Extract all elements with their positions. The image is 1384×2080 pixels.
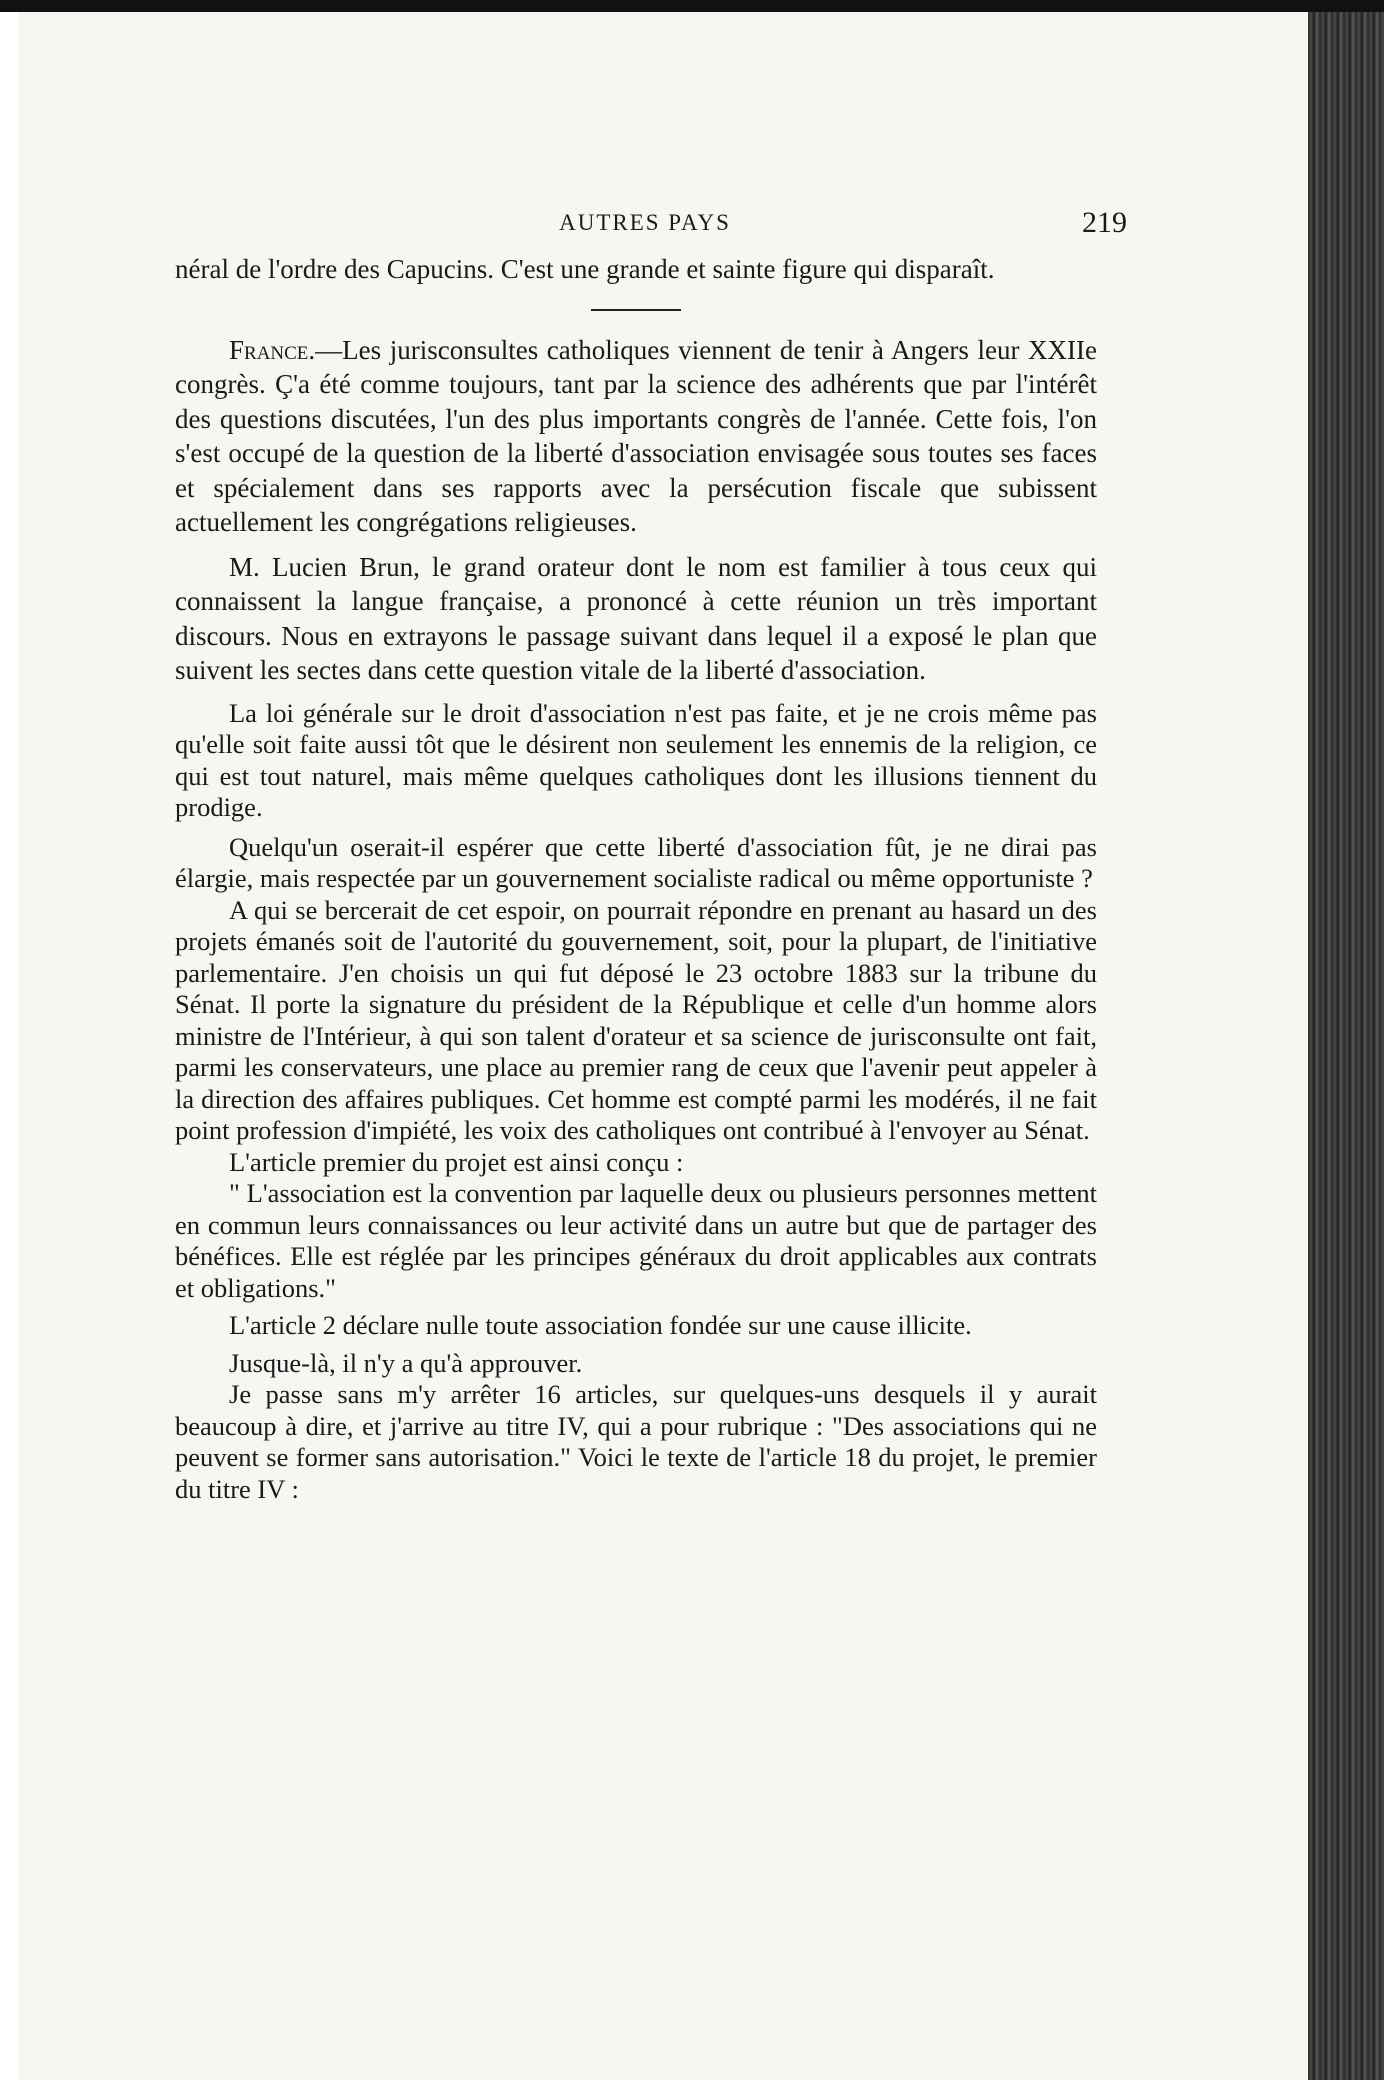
- paragraph-france-text: —Les jurisconsultes catholiques viennent de tenir à Angers leur XXIIe congrès. Ç'a été comme toujours, tant par la science des adhérents que par l'intérêt des questions discutées, l'un des plus importants congrès de l'année. Cette fois, l'on s'est occupé de la question de la liberté d'association envisagée sous toutes ses faces et spécialement dans ses rapports avec la persécution fiscale que subissent actuellement les congrégations religieuses.: [175, 334, 1097, 537]
- quoted-speech: [175, 698, 1097, 1506]
- quote-paragraph-2: Quelqu'un oserait-il espérer que cette liberté d'association fût, je ne dirai pas élargie, mais respectée par un gouvernement socialiste radical ou même opportuniste ?: [175, 831, 1097, 893]
- quote-title-iv: Je passe sans m'y arrêter 16 articles, sur quelques-uns desquels il y aurait beaucoup à dire, et j'arrive au titre IV, qui a pour rubrique : "Des associations qui ne peuvent se former sans autorisation." Voici le texte de l'article 18 du projet, le premier du titre IV :: [175, 1379, 1097, 1504]
- paragraph-france: [175, 333, 1097, 540]
- running-head: AUTRES PAYS: [559, 210, 731, 235]
- section-divider: [591, 309, 681, 311]
- paragraph-continuation: néral de l'ordre des Capucins. C'est une grande et sainte figure qui disparaît.: [175, 254, 995, 284]
- page-number: 219: [1082, 206, 1127, 239]
- quote-paragraph-1: La loi générale sur le droit d'association n'est pas faite, et je ne crois même pas qu'elle soit faite aussi tôt que le désirent non seulement les ennemis de la religion, ce qui est tout naturel, mais même quelques catholiques dont les illusions tiennent du prodige.: [175, 697, 1097, 822]
- quote-paragraph-4: L'article premier du projet est ainsi conçu :: [229, 1146, 684, 1177]
- paragraph-lucien-brun: M. Lucien Brun, le grand orateur dont le nom est familier à tous ceux qui connaissent la langue française, a prononcé à cette réunion un très important discours. Nous en extrayons le passage suivant dans lequel il a exposé le plan que suivent les sectes dans cette question vitale de la liberté d'association.: [175, 551, 1097, 685]
- scan-top-edge: [0, 0, 1384, 12]
- quote-article-1: " L'association est la convention par laquelle deux ou plusieurs personnes mettent en commun leurs connaissances ou leur activité dans un autre but que de partager des bénéfices. Elle est réglée par les principes généraux du droit applicables aux contrats et obligations.": [175, 1178, 1097, 1303]
- section-lead-france: France.: [229, 334, 316, 365]
- book-spine-edge: [1308, 12, 1384, 2080]
- quote-paragraph-3: A qui se bercerait de cet espoir, on pourrait répondre en prenant au hasard un des projets émanés soit de l'autorité du gouvernement, soit, pour la plupart, de l'initiative parlementaire. J'en choisis un qui fut déposé le 23 octobre 1883 sur la tribune du Sénat. Il porte la signature du président de la République et celle d'un homme alors ministre de l'Intérieur, à qui son talent d'orateur et sa science de jurisconsulte ont fait, parmi les conservateurs, une place au premier rang de ceux que l'avenir peut appeler à la direction des affaires publiques. Cet homme est compté parmi les modérés, il ne fait point profession d'impiété, les voix des catholiques ont contribué à l'envoyer au Sénat.: [175, 894, 1097, 1145]
- page-header: [175, 206, 1127, 240]
- quote-article-2: L'article 2 déclare nulle toute association fondée sur une cause illicite.: [229, 1310, 972, 1340]
- page-content: [175, 252, 1097, 1505]
- quote-approval: Jusque-là, il n'y a qu'à approuver.: [229, 1347, 583, 1378]
